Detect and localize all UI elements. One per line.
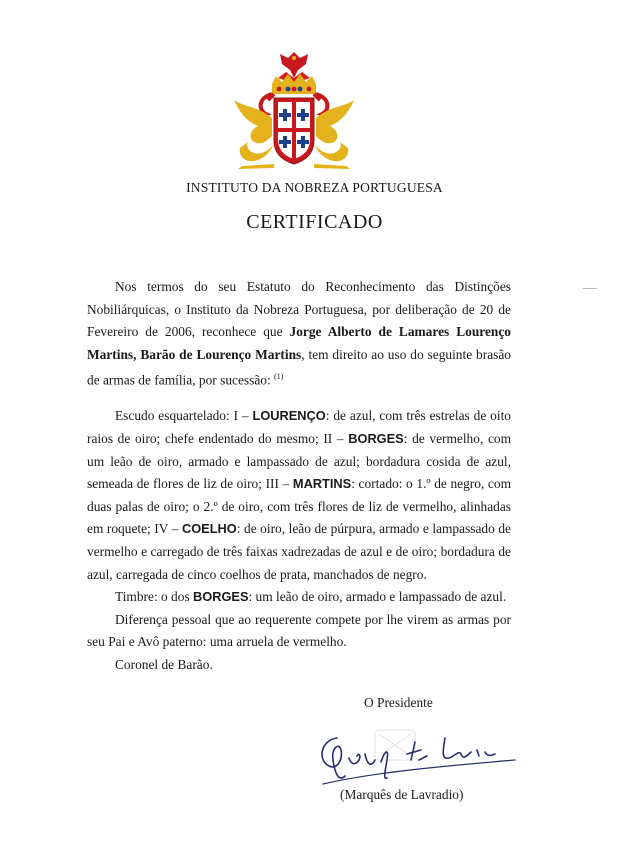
- coat-of-arms-emblem: [228, 48, 360, 170]
- certificate-body: [87, 276, 511, 677]
- paragraph-difference: Diferença pessoal que ao requerente compete por lhe virem as armas por seu Pai e Avô paterno: uma arruela de vermelho.: [87, 611, 511, 650]
- family-name-borges-crest: BORGES: [193, 589, 249, 605]
- margin-mark: [583, 288, 597, 289]
- recipient-name: Jorge Alberto de Lamares Lourenço Martins, Barão de Lourenço Martins: [87, 324, 511, 362]
- signatory-name: (Marquês de Lavradio): [340, 787, 464, 802]
- signatory-role: O Presidente: [364, 695, 433, 710]
- family-name-martins: MARTINS: [292, 476, 352, 492]
- text-segment: : cortado: o 1.º de negro, com duas palas de oiro; o 2.º de oiro, com três flores de liz de vermelho, alinhadas em roquete; IV –: [87, 476, 511, 537]
- paragraph-shield-description: [87, 405, 511, 586]
- text-segment: Escudo esquartelado: I –: [115, 408, 253, 424]
- page-title: CERTIFICADO: [246, 211, 383, 233]
- dragon-supporter-right-icon: [314, 100, 354, 169]
- text-segment: : um leão de oiro, armado e lampassado de azul.: [248, 589, 507, 605]
- family-name-coelho: COELHO: [181, 521, 237, 537]
- paragraph-crest: [87, 586, 511, 609]
- text-segment: : de vermelho, com um leão de oiro, armado e lampassado de azul; bordadura cosida de azul, semeada de flores de liz de oiro; III –: [87, 431, 512, 492]
- text-segment: Nos termos do seu Estatuto do Reconhecimento das Distinções Nobiliárquicas, o Instituto da Nobreza Portuguesa, por deliberação de 20 de Fevereiro de 2006, reconhece que: [87, 279, 511, 340]
- paragraph-coronet: Coronel de Barão.: [115, 656, 213, 672]
- text-segment: , tem direito ao uso do seguinte brasão de armas de família, por sucessão:: [87, 346, 511, 388]
- footnote-marker: (1): [274, 372, 284, 382]
- dragon-supporter-left-icon: [234, 100, 274, 169]
- seal-watermark-icon: [375, 730, 415, 760]
- text-segment: : de oiro, leão de púrpura, armado e lampassado de vermelho e carregado de três faixas xadrezadas de azul e de oiro; bordadura de azul, carregada de cinco coelhos de prata, manchados de negro.: [87, 521, 512, 582]
- family-name-lourenco: LOURENÇO: [252, 408, 326, 424]
- paragraph-recognition: [87, 276, 511, 392]
- text-segment: Timbre: o dos: [115, 589, 194, 605]
- text-segment: : de azul, com três estrelas de oito raios de oiro; chefe endentado do mesmo; II –: [87, 408, 511, 447]
- family-name-borges: BORGES: [348, 431, 404, 447]
- phoenix-crest-icon: [278, 52, 310, 82]
- institute-name: INSTITUTO DA NOBREZA PORTUGUESA: [186, 180, 443, 195]
- shield-icon: [274, 98, 314, 164]
